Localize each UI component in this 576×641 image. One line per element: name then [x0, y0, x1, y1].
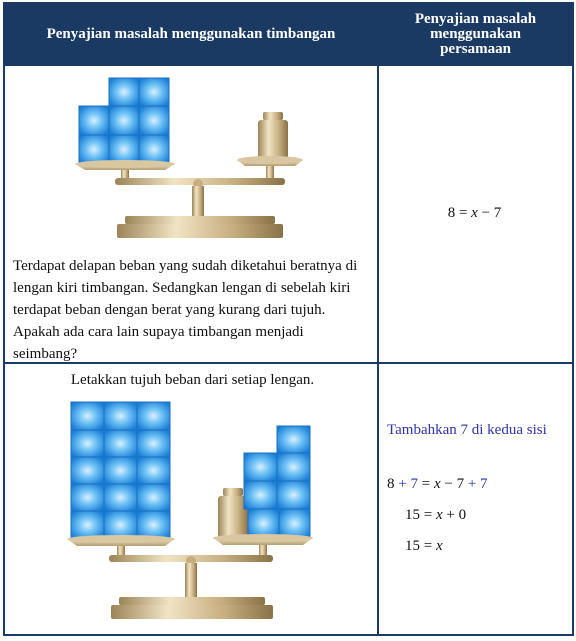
- row2-equation-cell: [378, 363, 573, 635]
- problem-description: Terdapat delapan beban yang sudah diketahui beratnya di lengan kiri timbangan. Sedangkan lengan di sebelah kiri terdapat beban dengan berat yang kurang dari tujuh. Apakah ada cara lain supaya timbangan menjadi seimbang?: [13, 258, 358, 362]
- cube-block-icon: [79, 78, 169, 164]
- cube-block-icon: [244, 426, 310, 538]
- comparison-table: [3, 2, 574, 636]
- row2-scale-cell: [4, 363, 378, 635]
- row1-scale-cell: [4, 65, 378, 363]
- equation-initial: 8 = x − 7: [447, 205, 502, 221]
- weight-icon: [258, 112, 288, 160]
- equation-step2: 15 = x + 0: [405, 507, 467, 523]
- header-equation-column: Penyajian masalah menggunakan persamaan: [378, 3, 573, 65]
- step-title: Tambahkan 7 di kedua sisi: [387, 422, 547, 438]
- header-scale-column: Penyajian masalah menggunakan timbangan: [4, 3, 378, 65]
- instruction-text: Letakkan tujuh beban dari setiap lengan.: [70, 372, 315, 388]
- cube-block-icon: [71, 402, 170, 539]
- equation-step3: 15 = x: [405, 538, 443, 554]
- balance-scale-icon: [5, 400, 379, 632]
- balance-scale-icon: [5, 66, 379, 251]
- equation-step1: 8 + 7 = x − 7 + 7: [387, 476, 488, 492]
- row1-equation-cell: [378, 65, 573, 363]
